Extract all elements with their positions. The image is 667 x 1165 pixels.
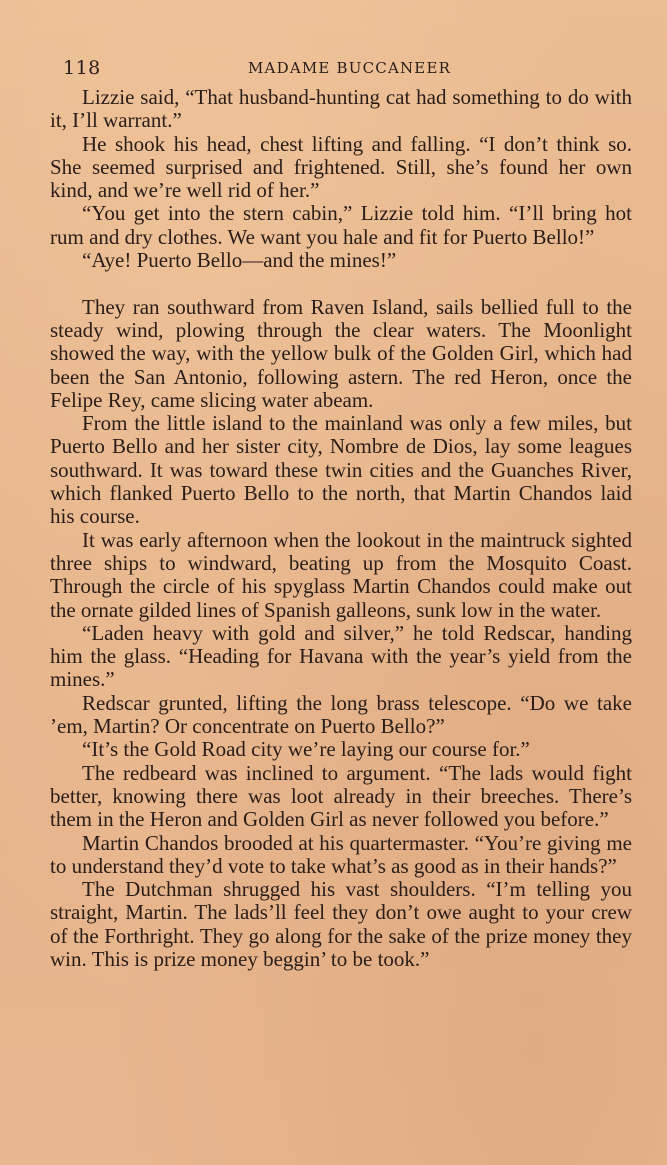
paragraph: Redscar grunted, lifting the long brass telescope. “Do we take ’em, Martin? Or concentrate on Puerto Bello?” [50,690,632,739]
body-text [50,86,632,971]
running-title: MADAME BUCCANEER [248,59,452,77]
paragraph: From the little island to the mainland was only a few miles, but Puerto Bello and her sister city, Nombre de Dios, lay some leagues southward. It was toward these twin cities and the Guanches River, which flanked Puerto Bello to the north, that Martin Chandos laid his course. [50,411,632,529]
section-break [50,272,632,295]
paragraph: “Aye! Puerto Bello—and the mines!” [82,248,397,273]
paragraph: The redbeard was inclined to argument. “The lads would fight better, knowing there was loot already in their breeches. There’s them in the Heron and Golden Girl as never followed you before.” [50,760,632,832]
paragraph: “Laden heavy with gold and silver,” he told Redscar, handing him the glass. “Heading for Havana with the year’s yield from the mines.” [50,620,632,692]
paragraph: They ran southward from Raven Island, sails bellied full to the steady wind, plowing through the clear waters. The Moonlight showed the way, with the yellow bulk of the Golden Girl, which had been the San Antonio, following astern. The red Heron, once the Felipe Rey, came slicing water abeam. [50,294,632,412]
page-number: 118 [63,57,101,79]
paragraph: “It’s the Gold Road city we’re laying our course for.” [82,737,530,762]
page-header [63,57,633,79]
paragraph: Lizzie said, “That husband-hunting cat had something to do with it, I’ll warrant.” [50,85,632,133]
paragraph: The Dutchman shrugged his vast shoulders. “I’m telling you straight, Martin. The lads’ll feel they don’t owe aught to your crew of the Forthright. They go along for the sake of the prize money they win. This is prize money beggin’ to be took.” [50,877,632,971]
paragraph: He shook his head, chest lifting and falling. “I don’t think so. She seemed surprised and frightened. Still, she’s found her own kind, and we’re well rid of her.” [50,131,632,203]
paragraph: It was early afternoon when the lookout in the maintruck sighted three ships to windward, beating up from the Mosquito Coast. Through the circle of his spyglass Martin Chandos could make out the ornate gilded lines of Spanish galleons, sunk low in the water. [50,527,632,622]
paragraph: Martin Chandos brooded at his quartermaster. “You’re giving me to understand they’d vote to take what’s as good as in their hands?” [50,830,632,878]
paragraph: “You get into the stern cabin,” Lizzie told him. “I’ll bring hot rum and dry clothes. We want you hale and fit for Puerto Bello!” [50,201,632,249]
